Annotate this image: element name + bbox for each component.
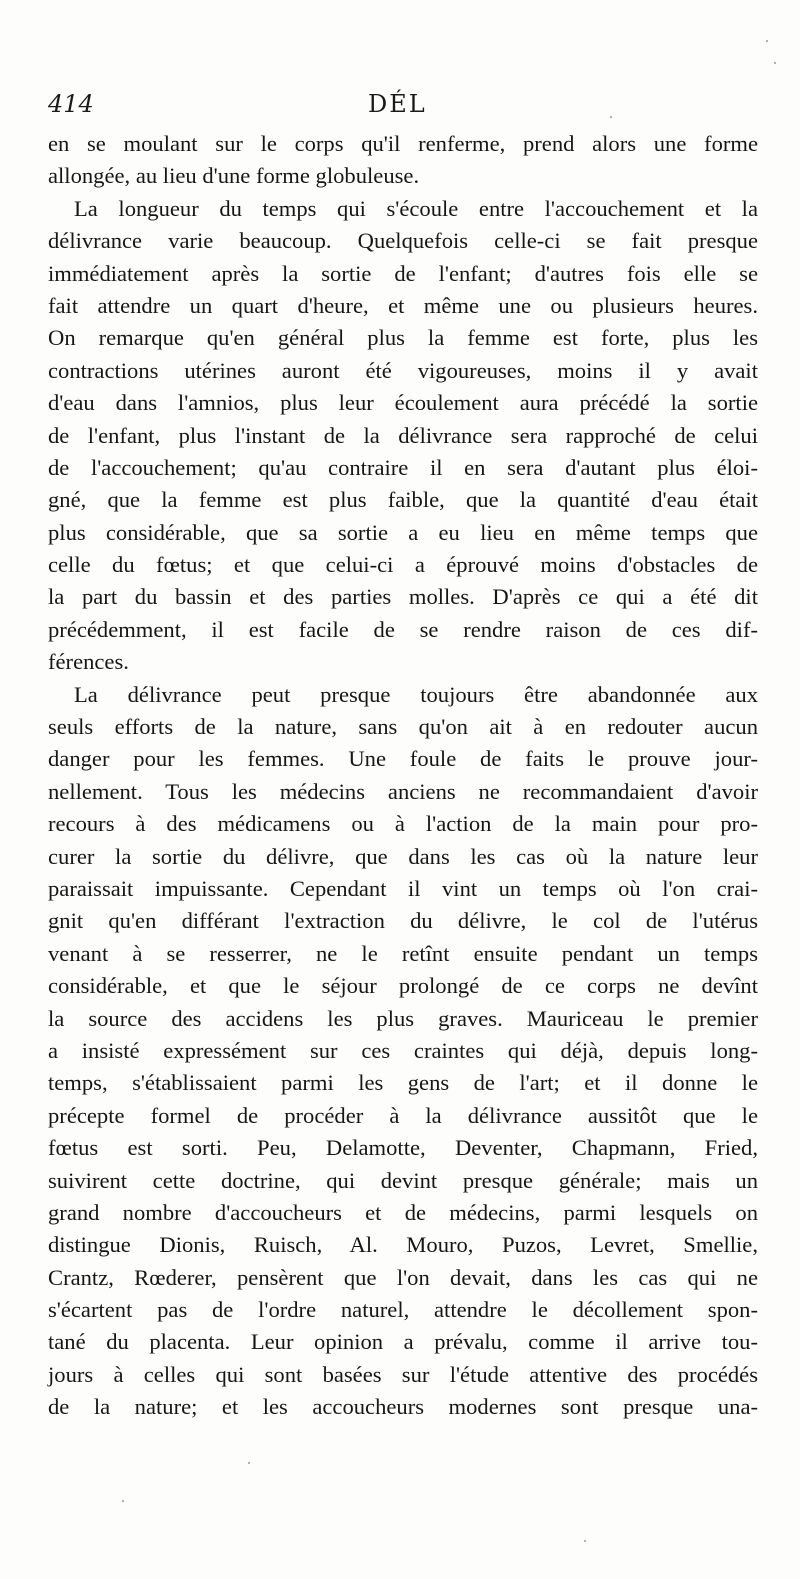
text-line: temps, s'établissaient parmi les gens de l'art; et il donne le	[48, 1070, 758, 1096]
text-line: d'eau dans l'amnios, plus leur écoulement aura précédé la sortie	[48, 390, 758, 416]
text-line: considérable, et que le séjour prolongé de ce corps ne devînt	[48, 973, 758, 999]
text-line: de la nature; et les accoucheurs modernes sont presque una-	[48, 1394, 758, 1420]
text-line: gnit qu'en différant l'extraction du délivre, le col de l'utérus	[48, 908, 758, 934]
text-line: précédemment, il est facile de se rendre raison de ces dif-	[48, 616, 758, 642]
text-line: la part du bassin et des parties molles. D'après ce qui a été dit	[48, 584, 758, 610]
text-line: On remarque qu'en général plus la femme est forte, plus les	[48, 325, 758, 351]
text-line: a insisté expressément sur ces craintes qui déjà, depuis long-	[48, 1037, 758, 1063]
text-line: allongée, au lieu d'une forme globuleuse.	[48, 163, 420, 189]
text-line: nellement. Tous les médecins anciens ne recommandaient d'avoir	[48, 778, 758, 804]
text-line: fœtus est sorti. Peu, Delamotte, Deventer, Chapmann, Fried,	[48, 1135, 758, 1161]
text-line: recours à des médicamens ou à l'action de la main pour pro-	[48, 811, 758, 837]
text-line: férences.	[48, 649, 129, 675]
text-line: seuls efforts de la nature, sans qu'on ait à en redouter aucun	[48, 714, 758, 740]
print-speck	[584, 1540, 586, 1542]
print-speck	[766, 40, 768, 42]
text-line: plus considérable, que sa sortie a eu lieu en même temps que	[48, 519, 758, 545]
text-line: délivrance varie beaucoup. Quelquefois celle-ci se fait presque	[48, 228, 758, 254]
text-line: La délivrance peut presque toujours être abandonnée aux	[74, 681, 758, 707]
print-speck	[122, 1500, 124, 1502]
page-number: 414	[48, 90, 94, 118]
print-speck	[248, 1462, 250, 1464]
text-line: curer la sortie du délivre, que dans les cas où la nature leur	[48, 843, 758, 869]
page-header	[48, 90, 758, 126]
text-line: contractions utérines auront été vigoureuses, moins il y avait	[48, 357, 758, 383]
text-line: danger pour les femmes. Une foule de faits le prouve jour-	[48, 746, 758, 772]
running-head: DÉL	[368, 90, 427, 118]
text-line: distingue Dionis, Ruisch, Al. Mouro, Puzos, Levret, Smellie,	[48, 1232, 758, 1258]
text-line: gné, que la femme est plus faible, que la quantité d'eau était	[48, 487, 758, 513]
text-line: paraissait impuissante. Cependant il vint un temps où l'on crai-	[48, 875, 758, 901]
text-line: précepte formel de procéder à la délivrance aussitôt que le	[48, 1102, 758, 1128]
text-line: Crantz, Rœderer, pensèrent que l'on devait, dans les cas qui ne	[48, 1264, 758, 1290]
text-line: La longueur du temps qui s'écoule entre l'accouchement et la	[74, 195, 758, 221]
text-line: venant à se resserrer, ne le retînt ensuite pendant un temps	[48, 940, 758, 966]
text-line: de l'accouchement; qu'au contraire il en sera d'autant plus éloi-	[48, 454, 758, 480]
text-line: tané du placenta. Leur opinion a prévalu, comme il arrive tou-	[48, 1329, 758, 1355]
text-line: de l'enfant, plus l'instant de la délivrance sera rapproché de celui	[48, 422, 758, 448]
text-line: fait attendre un quart d'heure, et même une ou plusieurs heures.	[48, 292, 758, 318]
text-line: la source des accidens les plus graves. Mauriceau le premier	[48, 1005, 758, 1031]
print-speck	[610, 116, 612, 118]
text-line: en se moulant sur le corps qu'il renferme, prend alors une forme	[48, 131, 758, 156]
print-speck	[774, 62, 776, 64]
body-text	[48, 128, 758, 1424]
text-line: immédiatement après la sortie de l'enfant; d'autres fois elle se	[48, 260, 758, 286]
text-line: s'écartent pas de l'ordre naturel, attendre le décollement spon-	[48, 1297, 758, 1323]
text-line: suivirent cette doctrine, qui devint presque générale; mais un	[48, 1167, 758, 1193]
text-line: grand nombre d'accoucheurs et de médecins, parmi lesquels on	[48, 1199, 758, 1225]
text-line: jours à celles qui sont basées sur l'étude attentive des procédés	[48, 1361, 758, 1387]
text-line: celle du fœtus; et que celui-ci a éprouvé moins d'obstacles de	[48, 552, 758, 578]
